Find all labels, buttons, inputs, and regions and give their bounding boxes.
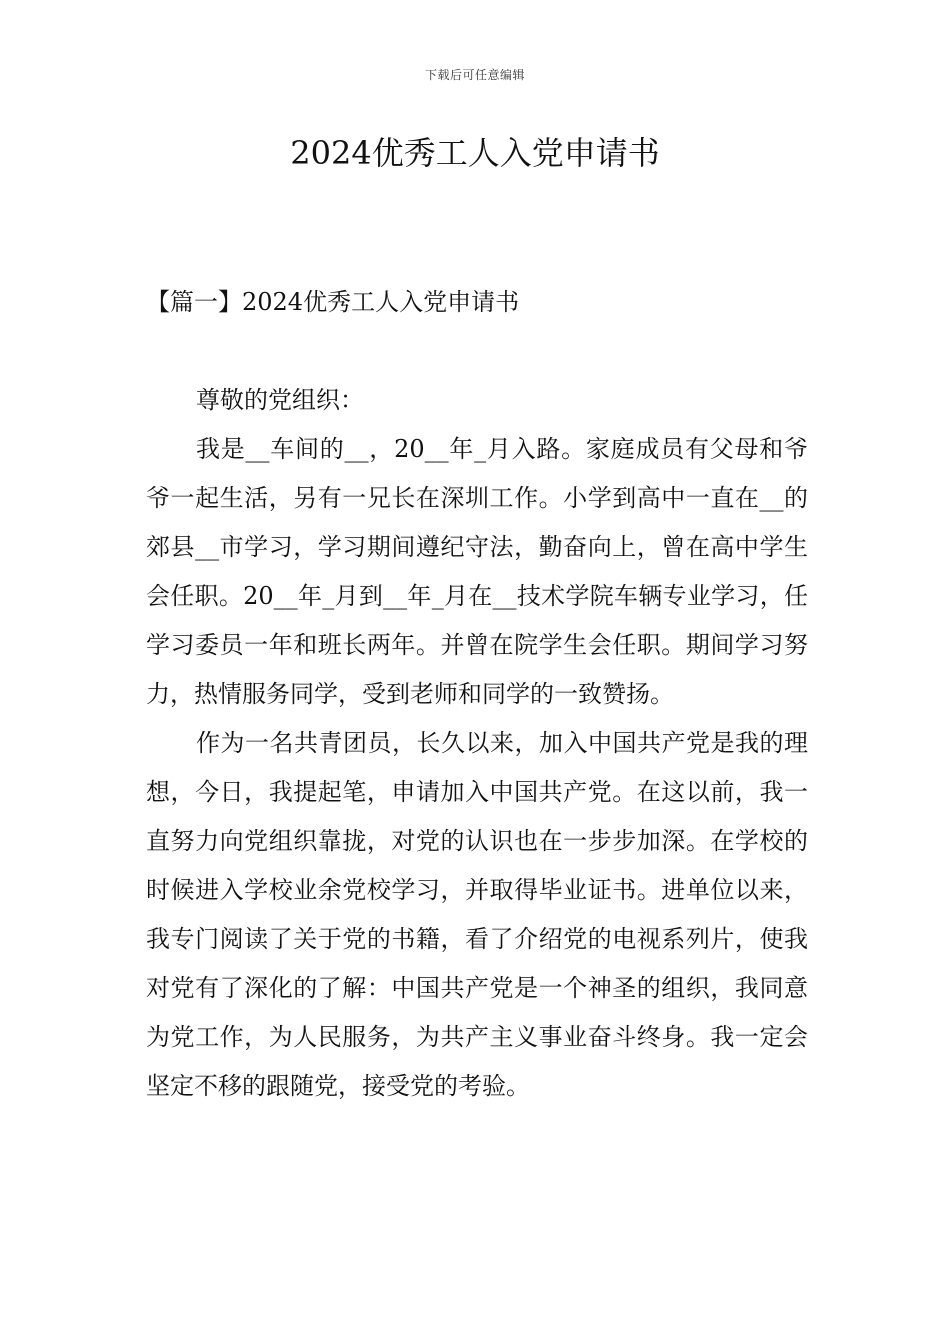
document-title: 2024优秀工人入党申请书 <box>290 134 660 172</box>
salutation: 尊敬的党组织： <box>196 386 364 414</box>
paragraph-1: 我是__车间的__，20__年_月入路。家庭成员有父母和爷爷一起生活，另有一兄长在深圳工作。小学到高中一直在__的郊县__市学习，学习期间遵纪守法，勤奋向上，曾在高中学生会任职。20__年_月到__年_月在__技术学院车辆专业学习，任学习委员一年和班长两年。并曾在院学生会任职。期间学习努力，热情服务同学，受到老师和同学的一致赞扬。 <box>146 435 808 708</box>
header-note: 下载后可任意编辑 <box>424 68 525 82</box>
document-body <box>146 376 808 1111</box>
paragraph-2: 作为一名共青团员，长久以来，加入中国共产党是我的理想，今日，我提起笔，申请加入中国共产党。在这以前，我一直努力向党组织靠拢，对党的认识也在一步步加深。在学校的时候进入学校业余党校学习，并取得毕业证书。进单位以来，我专门阅读了关于党的书籍，看了介绍党的电视系列片，使我对党有了深化的了解：中国共产党是一个神圣的组织，我同意为党工作，为人民服务，为共产主义事业奋斗终身。我一定会坚定不移的跟随党，接受党的考验。 <box>146 729 808 1100</box>
section-heading: 【篇一】2024优秀工人入党申请书 <box>146 288 520 316</box>
